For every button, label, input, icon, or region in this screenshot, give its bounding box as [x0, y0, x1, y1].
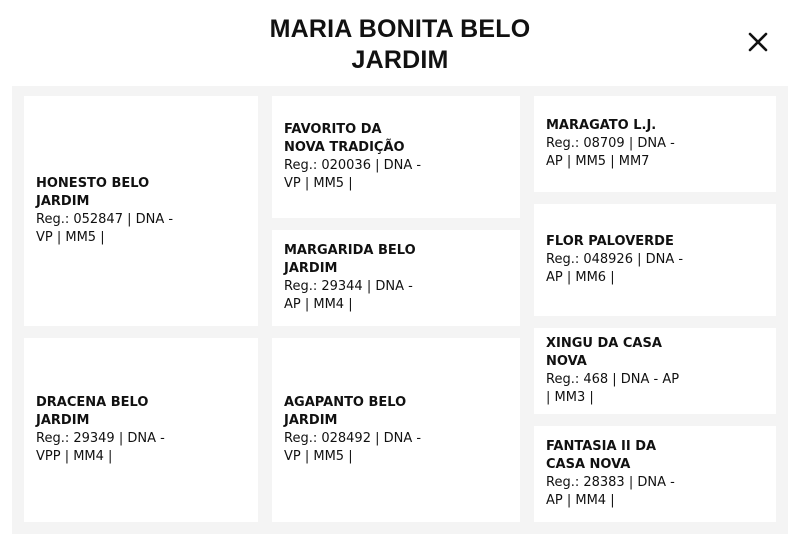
- card-info: Reg.: 052847 | DNA - VP | MM5 |: [36, 212, 174, 245]
- card-honesto-belo-jardim[interactable]: [24, 96, 258, 326]
- card-info: Reg.: 468 | DNA - AP | MM3 |: [546, 372, 680, 405]
- card-name: FANTASIA II DA CASA NOVA: [546, 439, 657, 472]
- card-maragato-lj[interactable]: [534, 96, 776, 192]
- card-name: FAVORITO DA NOVA TRADIÇÃO: [284, 122, 405, 155]
- card-agapanto-belo-jardim[interactable]: [272, 338, 520, 522]
- card-info: Reg.: 29349 | DNA - VPP | MM4 |: [36, 431, 165, 464]
- card-name: DRACENA BELO JARDIM: [36, 395, 149, 428]
- card-info: Reg.: 028492 | DNA - VP | MM5 |: [284, 431, 422, 464]
- card-favorito-da-nova-tradicao[interactable]: [272, 96, 520, 218]
- card-fantasia-ii-da-casa-nova[interactable]: [534, 426, 776, 522]
- card-xingu-da-casa-nova[interactable]: [534, 328, 776, 414]
- card-name: FLOR PALOVERDE: [546, 234, 674, 249]
- card-info: Reg.: 29344 | DNA - AP | MM4 |: [284, 279, 413, 312]
- close-button[interactable]: [744, 28, 772, 56]
- card-info: Reg.: 08709 | DNA - AP | MM5 | MM7: [546, 136, 675, 169]
- card-name: MARGARIDA BELO JARDIM: [284, 243, 416, 276]
- card-name: XINGU DA CASA NOVA: [546, 336, 662, 369]
- card-info: Reg.: 28383 | DNA - AP | MM4 |: [546, 475, 675, 508]
- close-icon: [744, 28, 772, 56]
- card-name: AGAPANTO BELO JARDIM: [284, 395, 407, 428]
- card-flor-paloverde[interactable]: [534, 204, 776, 316]
- card-info: Reg.: 048926 | DNA - AP | MM6 |: [546, 252, 684, 285]
- pedigree-tree: [12, 86, 788, 534]
- card-info: Reg.: 020036 | DNA - VP | MM5 |: [284, 158, 422, 191]
- card-margarida-belo-jardim[interactable]: [272, 230, 520, 326]
- page-title-line-2: JARDIM: [351, 46, 449, 74]
- page-title-line-1: MARIA BONITA BELO: [269, 15, 531, 43]
- card-name: MARAGATO L.J.: [546, 118, 657, 133]
- card-name: HONESTO BELO JARDIM: [36, 176, 150, 209]
- page-title: [0, 14, 800, 76]
- card-dracena-belo-jardim[interactable]: [24, 338, 258, 522]
